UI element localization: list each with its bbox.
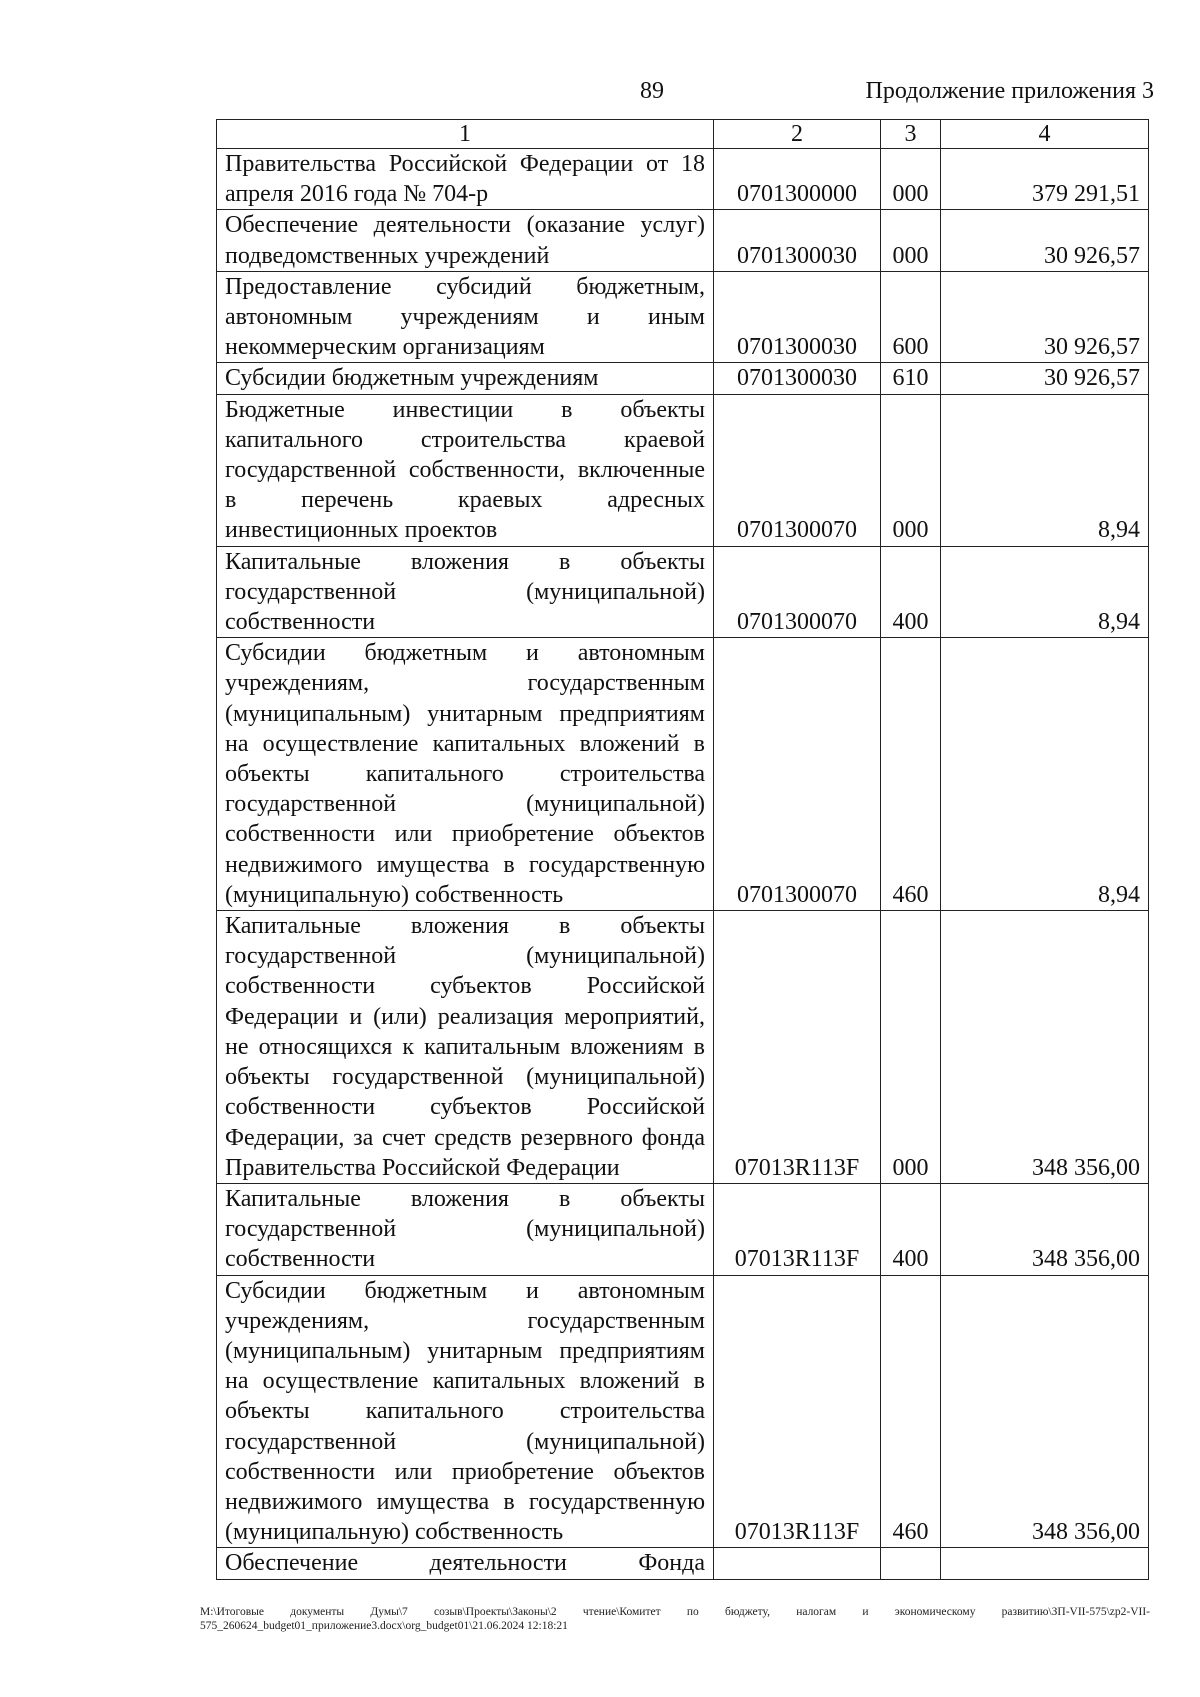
row-target-code: 07013R113F bbox=[714, 911, 881, 1184]
row-name: Капитальные вложения в объекты государственной (муниципальной) собственности субъектов Российской Федерации и (или) реализация мероприятий, не относящихся к капитальным вложениям в объекты государственной (муниципальной) собственности субъектов Российской Федерации, за счет средств резервного фонда Правительства Российской Федерации bbox=[217, 911, 714, 1184]
table-row bbox=[217, 1183, 1149, 1275]
row-expense-type: 460 bbox=[881, 1275, 941, 1548]
table-row bbox=[217, 911, 1149, 1184]
row-target-code: 0701300070 bbox=[714, 394, 881, 546]
table-row bbox=[217, 271, 1149, 363]
row-amount: 348 356,00 bbox=[941, 1183, 1149, 1275]
row-name: Обеспечение деятельности (оказание услуг) подведомственных учреждений bbox=[217, 210, 714, 271]
row-target-code: 0701300000 bbox=[714, 149, 881, 210]
row-target-code bbox=[714, 1548, 881, 1579]
row-expense-type: 600 bbox=[881, 271, 941, 363]
row-expense-type: 400 bbox=[881, 1183, 941, 1275]
table-row bbox=[217, 1548, 1149, 1579]
table-row bbox=[217, 638, 1149, 911]
table-row bbox=[217, 149, 1149, 210]
row-name: Правительства Российской Федерации от 18 апреля 2016 года № 704-р bbox=[217, 149, 714, 210]
row-amount: 30 926,57 bbox=[941, 271, 1149, 363]
row-target-code: 0701300030 bbox=[714, 210, 881, 271]
document-file-path: M:\Итоговые документы Думы\7 созыв\Проекты\Законы\2 чтение\Комитет по бюджету, налогам и экономическому развитию\ЗП-VII-575\zp2-VII-575_260624_budget01_приложение3.docx\org_budget01\21.06.2024 12:18:21 bbox=[200, 1606, 1150, 1632]
row-amount: 379 291,51 bbox=[941, 149, 1149, 210]
column-header-1: 1 bbox=[217, 120, 714, 149]
budget-table bbox=[216, 119, 1149, 1580]
row-amount: 30 926,57 bbox=[941, 363, 1149, 394]
row-name: Субсидии бюджетным и автономным учреждениям, государственным (муниципальным) унитарным предприятиям на осуществление капитальных вложений в объекты капитального строительства государственной (муниципальной) собственности или приобретение объектов недвижимого имущества в государственную (муниципальную) собственность bbox=[217, 638, 714, 911]
appendix-continuation-label: Продолжение приложения 3 bbox=[865, 78, 1154, 104]
row-amount: 30 926,57 bbox=[941, 210, 1149, 271]
table-row bbox=[217, 210, 1149, 271]
row-expense-type bbox=[881, 1548, 941, 1579]
row-expense-type: 000 bbox=[881, 149, 941, 210]
row-expense-type: 000 bbox=[881, 911, 941, 1184]
row-target-code: 0701300030 bbox=[714, 363, 881, 394]
row-expense-type: 000 bbox=[881, 210, 941, 271]
column-header-2: 2 bbox=[714, 120, 881, 149]
row-name: Субсидии бюджетным учреждениям bbox=[217, 363, 714, 394]
row-amount: 348 356,00 bbox=[941, 911, 1149, 1184]
row-name: Капитальные вложения в объекты государственной (муниципальной) собственности bbox=[217, 546, 714, 638]
table-row bbox=[217, 394, 1149, 546]
row-amount bbox=[941, 1548, 1149, 1579]
row-expense-type: 460 bbox=[881, 638, 941, 911]
column-header-4: 4 bbox=[941, 120, 1149, 149]
row-expense-type: 610 bbox=[881, 363, 941, 394]
row-target-code: 0701300030 bbox=[714, 271, 881, 363]
column-header-3: 3 bbox=[881, 120, 941, 149]
table-row bbox=[217, 363, 1149, 394]
row-name: Бюджетные инвестиции в объекты капитального строительства краевой государственной собственности, включенные в перечень краевых адресных инвестиционных проектов bbox=[217, 394, 714, 546]
page-number: 89 bbox=[640, 78, 664, 104]
row-name: Субсидии бюджетным и автономным учреждениям, государственным (муниципальным) унитарным предприятиям на осуществление капитальных вложений в объекты капитального строительства государственной (муниципальной) собственности или приобретение объектов недвижимого имущества в государственную (муниципальную) собственность bbox=[217, 1275, 714, 1548]
row-amount: 8,94 bbox=[941, 394, 1149, 546]
row-expense-type: 000 bbox=[881, 394, 941, 546]
row-target-code: 0701300070 bbox=[714, 546, 881, 638]
row-name: Обеспечение деятельности Фонда bbox=[217, 1548, 714, 1579]
row-name: Капитальные вложения в объекты государственной (муниципальной) собственности bbox=[217, 1183, 714, 1275]
row-target-code: 0701300070 bbox=[714, 638, 881, 911]
row-amount: 348 356,00 bbox=[941, 1275, 1149, 1548]
row-expense-type: 400 bbox=[881, 546, 941, 638]
table-row bbox=[217, 1275, 1149, 1548]
row-target-code: 07013R113F bbox=[714, 1275, 881, 1548]
row-name: Предоставление субсидий бюджетным, автономным учреждениям и иным некоммерческим организациям bbox=[217, 271, 714, 363]
column-header-row bbox=[217, 120, 1149, 149]
table-row bbox=[217, 546, 1149, 638]
row-amount: 8,94 bbox=[941, 546, 1149, 638]
row-amount: 8,94 bbox=[941, 638, 1149, 911]
row-target-code: 07013R113F bbox=[714, 1183, 881, 1275]
